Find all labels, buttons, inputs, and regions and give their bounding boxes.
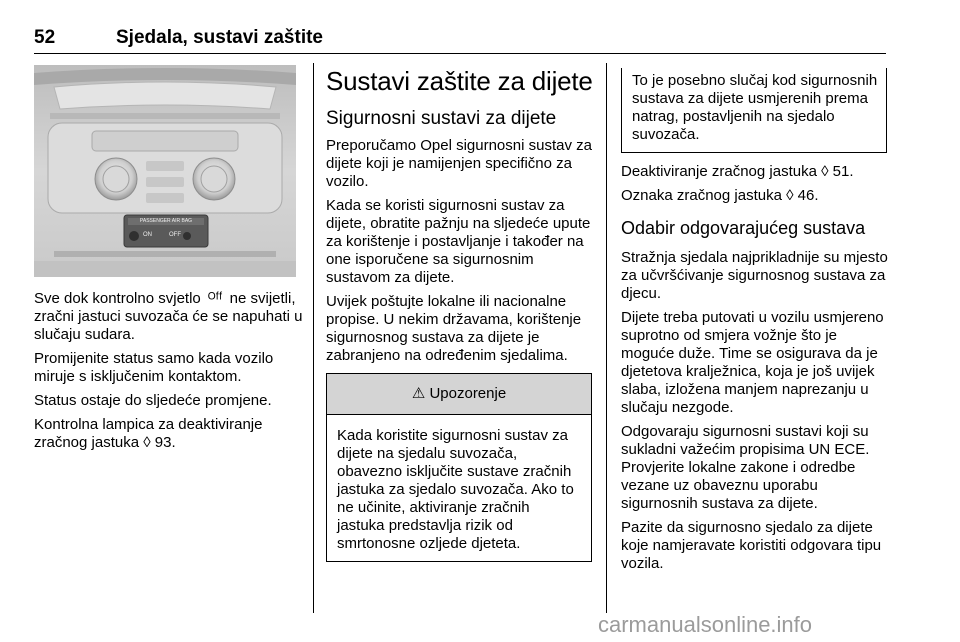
column-right (621, 68, 891, 579)
dashboard-photo (34, 65, 296, 277)
warning-body: Kada koristite sigurnosni sustav za dijete na sjedalu suvozača, obavezno isključite sustave zračnih jastuka za sjedalo suvozača. Ako to ne učinite, aktiviranje zračnih jastuka predstavlja rizik od smrtonosne ozljede djeteta. (337, 427, 574, 552)
column-divider-left (313, 63, 314, 613)
reference-airbag-label: Oznaka zračnog jastuka ◊ 46. (621, 187, 819, 204)
column-middle (326, 66, 594, 562)
dashboard-illustration (34, 65, 296, 277)
warning-box (326, 373, 592, 562)
subsection-title: Sigurnosni sustavi za dijete (326, 108, 557, 129)
paragraph-rear-seats: Stražnja sjedala najprikladnije su mjesto za učvršćivanje sigurnosnog sustava za djecu. (621, 249, 888, 302)
airbag-panel-label: PASSENGER AIR BAG (139, 218, 193, 224)
reference-airbag-deactivation: Deaktiviranje zračnog jastuka ◊ 51. (621, 163, 854, 180)
paragraph-usage: Kada se koristi sigurnosni sustav za dijete, obratite pažnju na sljedeće upute za korištenje i postavljanje i također na one isporučene sa sigurnosnim sustavom za dijete. (326, 197, 591, 286)
warning-continuation-box: To je posebno slučaj kod sigurnosnih sustava za dijete usmjerenih prema natrag, postavljenih na sjedalo suvozača. (621, 68, 887, 153)
paragraph-airbag-light: Sve dok kontrolno svjetlo ᴼᶠᶠ ne svijetli, zračni jastuci suvozača će se napuhati u slučaju sudara. (34, 290, 303, 343)
paragraph-regulations: Uvijek poštujte lokalne ili nacionalne propise. U nekim državama, korištenje sigurnosnog sustava za dijete je zabranjeno na određenim sjedalima. (326, 293, 582, 364)
paragraph-vehicle-type: Pazite da sigurnosno sjedalo za dijete koje namjeravate koristiti odgovara tipu vozila. (621, 519, 882, 572)
column-divider-right (606, 63, 607, 613)
section-title: Sustavi zaštite za dijete (326, 66, 593, 96)
page-number: 52 (34, 27, 56, 48)
paragraph-status-remains: Status ostaje do sljedeće promjene. (34, 392, 272, 409)
watermark: carmanualsonline.info (598, 612, 813, 637)
column-left (34, 290, 304, 458)
warning-icon: ⚠ (411, 385, 426, 402)
paragraph-ece: Odgovaraju sigurnosni sustavi koji su sukladni važećim propisima UN ECE. Provjerite lokalne zakone i odredbe vezane uz obaveznu uporabu sigurnosnih sustava za dijete. (621, 423, 870, 512)
chapter-title: Sjedala, sustavi zaštite (116, 27, 323, 48)
paragraph-rear-facing: Dijete treba putovati u vozilu usmjereno suprotno od smjera vožnje što je moguće duže. Time se osigurava da je djetetova kralježnica, koja je još uvijek slaba, izložena manjem naprezanju u slučaju nezgode. (621, 309, 884, 416)
page-header (34, 27, 886, 54)
warning-title: Upozorenje (429, 385, 507, 402)
airbag-off-label: OFF (169, 232, 181, 238)
paragraph-control-lamp: Kontrolna lampica za deaktiviranje zračnog jastuka ◊ 93. (34, 416, 263, 451)
airbag-on-label: ON (143, 232, 152, 238)
warning-header (327, 373, 591, 415)
paragraph-change-status: Promijenite status samo kada vozilo miruje s isključenim kontaktom. (34, 350, 274, 385)
paragraph-recommend: Preporučamo Opel sigurnosni sustav za dijete koji je namijenjen specifično za vozilo. (326, 137, 592, 190)
subsection-title-selection: Odabir odgovarajućeg sustava (621, 218, 866, 238)
